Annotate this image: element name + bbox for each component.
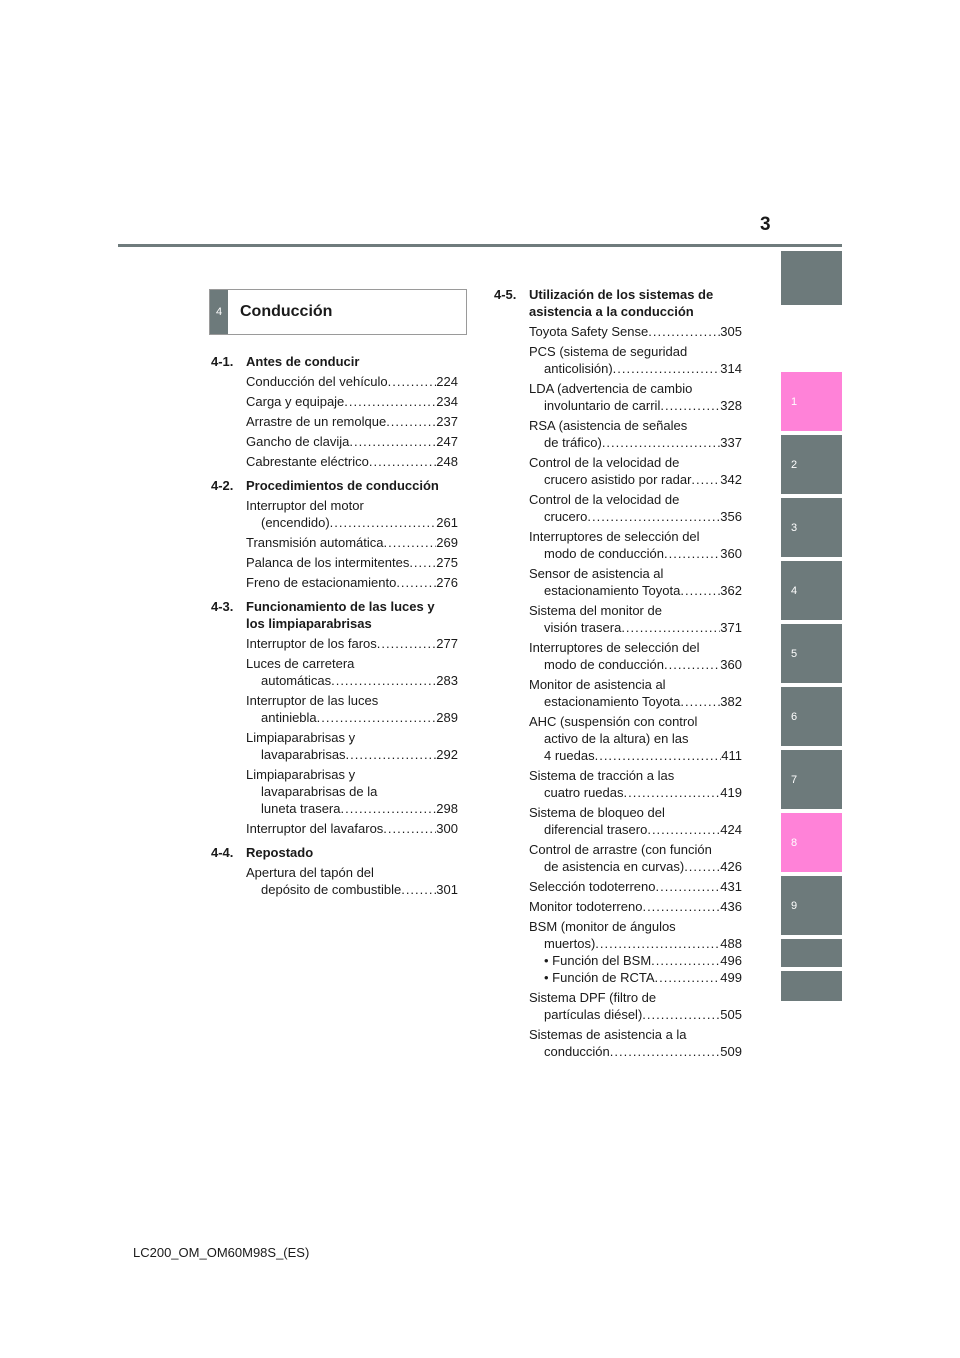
chapter-tab[interactable]: 7: [781, 750, 842, 809]
toc-subentry-page: 496: [720, 953, 742, 968]
toc-entry-line: [529, 656, 742, 673]
toc-entry-page: 300: [436, 821, 458, 836]
toc-entry[interactable]: [246, 373, 458, 390]
dot-leader: [602, 434, 720, 451]
toc-entry[interactable]: [529, 713, 742, 764]
dot-leader: [621, 619, 720, 636]
toc-group-title: [246, 477, 458, 494]
toc-group-title: [246, 353, 458, 370]
toc-entry-text: Sistema del monitor de: [529, 603, 662, 618]
dot-leader: [386, 413, 436, 430]
dot-leader: [691, 471, 720, 488]
toc-entry-text: 4 ruedas: [544, 748, 595, 763]
toc-entry-page: 505: [720, 1007, 742, 1022]
toc-entry-line: [246, 820, 458, 837]
toc-entry-page: 360: [720, 546, 742, 561]
toc-group-code: 4-5.: [494, 287, 517, 302]
toc-subentry[interactable]: [529, 969, 742, 986]
toc-entry-line: [529, 397, 742, 414]
chapter-tab[interactable]: 2: [781, 435, 842, 494]
toc-entry-line: [246, 766, 458, 783]
toc-group-title-line: los limpiaparabrisas: [246, 616, 372, 631]
toc-entry-page: 237: [436, 414, 458, 429]
toc-group-heading[interactable]: [211, 477, 458, 494]
toc-group-title-line: Antes de conducir: [246, 354, 360, 369]
toc-entry-line: [529, 821, 742, 838]
toc-entry-page: 276: [436, 575, 458, 590]
section-title: Conducción: [240, 303, 333, 320]
toc-entry-text: Freno de estacionamiento: [246, 575, 397, 590]
dot-leader: [346, 746, 437, 763]
toc-entry-text: conducción: [544, 1044, 610, 1059]
toc-entry-page: 305: [720, 324, 742, 339]
toc-entry-page: 224: [436, 374, 458, 389]
toc-entry-text: Sistemas de asistencia a la: [529, 1027, 687, 1042]
toc-entry-line: [529, 935, 742, 952]
toc-subentry-text: • Función de RCTA: [544, 970, 655, 985]
dot-leader: [383, 820, 436, 837]
toc-entry[interactable]: [529, 565, 742, 599]
toc-entry[interactable]: [529, 323, 742, 340]
toc-entry-line: [529, 1026, 742, 1043]
toc-entry[interactable]: [246, 820, 458, 837]
toc-entry[interactable]: [529, 343, 742, 377]
dot-leader: [409, 554, 436, 571]
toc-entry-text: activo de la altura) en las: [544, 731, 689, 746]
section-header: [209, 289, 467, 335]
toc-entry-text: BSM (monitor de ángulos: [529, 919, 676, 934]
dot-leader: [680, 693, 720, 710]
toc-entry[interactable]: [529, 989, 742, 1023]
toc-entry-text: cuatro ruedas: [544, 785, 624, 800]
toc-entry-text: muertos): [544, 936, 596, 951]
toc-entry-line: [529, 454, 742, 471]
dot-leader: [369, 453, 436, 470]
toc-entry-line: [246, 783, 458, 800]
chapter-tab[interactable]: 3: [781, 498, 842, 557]
toc-entry[interactable]: [529, 602, 742, 636]
toc-entry-text: estacionamiento Toyota: [544, 583, 681, 598]
document-code: LC200_OM_OM60M98S_(ES): [133, 1245, 310, 1260]
toc-entry-page: 328: [720, 398, 742, 413]
toc-entry-text: Conducción del vehículo: [246, 374, 388, 389]
toc-group-title-line: Utilización de los sistemas de: [529, 287, 714, 302]
toc-entry[interactable]: [529, 380, 742, 414]
toc-entry-line: [529, 1043, 742, 1060]
toc-entry[interactable]: [529, 417, 742, 451]
dot-leader: [595, 935, 720, 952]
toc-entry-line: [246, 800, 458, 817]
chapter-tab[interactable]: [781, 939, 842, 967]
toc-entry[interactable]: [246, 692, 458, 726]
toc-entry-text: Arrastre de un remolque: [246, 414, 387, 429]
toc-entry-line: [529, 676, 742, 693]
toc-entry-line: [529, 841, 742, 858]
toc-group: [211, 844, 458, 898]
toc-entry-line: [529, 989, 742, 1006]
toc-entry-line: [246, 709, 458, 726]
dot-leader: [680, 582, 720, 599]
toc-entry[interactable]: [246, 574, 458, 591]
toc-entry-text: de asistencia en curvas): [544, 859, 685, 874]
chapter-tab[interactable]: 1: [781, 372, 842, 431]
toc-entry-text: anticolisión): [544, 361, 613, 376]
toc-entry-text: Transmisión automática: [246, 535, 384, 550]
dot-leader: [587, 508, 720, 525]
toc-entry[interactable]: [529, 898, 742, 915]
toc-entry-line: [246, 413, 458, 430]
toc-entry-line: [246, 655, 458, 672]
toc-entry-text: AHC (suspensión con control: [529, 714, 698, 729]
toc-group-title-line: Procedimientos de conducción: [246, 478, 439, 493]
dot-leader: [642, 1006, 720, 1023]
toc-entry-text: diferencial trasero: [544, 822, 648, 837]
dot-leader: [655, 878, 720, 895]
toc-entry-line: [529, 619, 742, 636]
toc-entry[interactable]: [529, 841, 742, 875]
dot-leader: [651, 952, 720, 969]
toc-group: [494, 286, 742, 1060]
toc-group-title-line: Repostado: [246, 845, 314, 860]
toc-entry-text: crucero asistido por radar: [544, 472, 692, 487]
dot-leader: [664, 545, 720, 562]
dot-leader: [331, 672, 436, 689]
toc-entry-text: Carga y equipaje: [246, 394, 345, 409]
toc-entry-text: Interruptores de selección del: [529, 529, 700, 544]
toc-entry-line: [529, 602, 742, 619]
toc-group: [211, 477, 458, 591]
toc-entry-line: [529, 323, 742, 340]
toc-group-heading[interactable]: [211, 598, 458, 632]
dot-leader: [648, 323, 720, 340]
toc-entry[interactable]: [246, 655, 458, 689]
toc-entry-line: [529, 545, 742, 562]
dot-leader: [655, 969, 721, 986]
toc-group-heading[interactable]: [211, 844, 458, 861]
toc-entry[interactable]: [246, 497, 458, 531]
dot-leader: [624, 784, 721, 801]
dot-leader: [388, 373, 437, 390]
toc-entry-text: Monitor de asistencia al: [529, 677, 666, 692]
toc-group-title: [246, 598, 458, 632]
toc-entry-line: [246, 453, 458, 470]
toc-entry-page: 360: [720, 657, 742, 672]
toc-entry-page: 277: [436, 636, 458, 651]
toc-entry-line: [529, 343, 742, 360]
toc-entry-line: [246, 574, 458, 591]
toc-entry-page: 371: [720, 620, 742, 635]
toc-entry-line: [529, 582, 742, 599]
toc-entry-page: 362: [720, 583, 742, 598]
toc-entry-line: [529, 747, 742, 764]
toc-entry-line: [246, 433, 458, 450]
toc-entry-line: [529, 730, 742, 747]
toc-entry-text: Cabrestante eléctrico: [246, 454, 369, 469]
toc-entry-text: modo de conducción: [544, 657, 664, 672]
toc-group-title: [246, 844, 458, 861]
toc-entry-line: [529, 767, 742, 784]
chapter-tab[interactable]: [781, 971, 842, 1001]
toc-entry[interactable]: [246, 413, 458, 430]
toc-entry-page: 488: [720, 936, 742, 951]
toc-entry-text: LDA (advertencia de cambio: [529, 381, 693, 396]
dot-leader: [642, 898, 720, 915]
toc-group: [211, 598, 458, 837]
toc-entry-line: [529, 1006, 742, 1023]
dot-leader: [613, 360, 721, 377]
toc-group-code: 4-4.: [211, 845, 234, 860]
toc-entry-text: Interruptor del motor: [246, 498, 364, 513]
dot-leader: [647, 821, 720, 838]
toc-entry-page: 269: [436, 535, 458, 550]
toc-group-heading[interactable]: [211, 353, 458, 370]
toc-entry-text: partículas diésel): [544, 1007, 643, 1022]
toc-entry[interactable]: [529, 918, 742, 986]
toc-entry-text: antiniebla: [261, 710, 317, 725]
toc-entry-line: [246, 393, 458, 410]
toc-entry-text: Interruptor de los faros: [246, 636, 377, 651]
dot-leader: [684, 858, 720, 875]
toc-entry-page: 298: [436, 801, 458, 816]
toc-group-code: 4-2.: [211, 478, 234, 493]
toc-entry-page: 419: [720, 785, 742, 800]
toc-entry-line: [529, 471, 742, 488]
toc-entry-page: 509: [720, 1044, 742, 1059]
toc-entry-page: 283: [436, 673, 458, 688]
toc-entry-line: [529, 491, 742, 508]
toc-entry-line: [246, 514, 458, 531]
dot-leader: [349, 433, 436, 450]
toc-entry-text: modo de conducción: [544, 546, 664, 561]
toc-entry-line: [246, 672, 458, 689]
toc-entry[interactable]: [529, 528, 742, 562]
toc-group-title-line: asistencia a la conducción: [529, 304, 694, 319]
toc-entry-text: Gancho de clavija: [246, 434, 350, 449]
toc-subentry-page: 499: [720, 970, 742, 985]
dot-leader: [384, 534, 437, 551]
toc-group-title: [529, 286, 742, 320]
toc-entry-text: crucero: [544, 509, 588, 524]
chapter-tab[interactable]: 4: [781, 561, 842, 620]
toc-entry-text: Limpiaparabrisas y: [246, 730, 356, 745]
toc-entry-text: (encendido): [261, 515, 330, 530]
dot-leader: [664, 656, 720, 673]
toc-entry-page: 289: [436, 710, 458, 725]
toc-entry[interactable]: [529, 1026, 742, 1060]
toc-entry-line: [529, 858, 742, 875]
toc-entry-text: Selección todoterreno: [529, 879, 656, 894]
toc-entry-page: 301: [436, 882, 458, 897]
dot-leader: [341, 800, 437, 817]
toc-entry-page: 424: [720, 822, 742, 837]
toc-entry[interactable]: [246, 635, 458, 652]
toc-group: [211, 353, 458, 470]
toc-entry-line: [529, 878, 742, 895]
toc-entry-text: estacionamiento Toyota: [544, 694, 681, 709]
toc-entry-text: Interruptor de las luces: [246, 693, 379, 708]
page-number: 3: [760, 214, 771, 235]
toc-group-title-line: Funcionamiento de las luces y: [246, 599, 435, 614]
toc-entry-page: 431: [720, 879, 742, 894]
toc-subentry[interactable]: [529, 952, 742, 969]
toc-entry-line: [529, 417, 742, 434]
toc-entry-page: 234: [436, 394, 458, 409]
toc-entry-page: 356: [720, 509, 742, 524]
toc-entry-page: 248: [436, 454, 458, 469]
toc-entry-line: [529, 434, 742, 451]
toc-entry-text: Monitor todoterreno: [529, 899, 643, 914]
toc-entry-text: Limpiaparabrisas y: [246, 767, 356, 782]
toc-entry-line: [529, 565, 742, 582]
toc-entry-text: de tráfico): [544, 435, 602, 450]
toc-entry-text: Sistema de tracción a las: [529, 768, 675, 783]
toc-entry-line: [529, 804, 742, 821]
toc-entry-text: Control de arrastre (con función: [529, 842, 712, 857]
toc-group-heading[interactable]: [494, 286, 742, 320]
toc-group-code: 4-1.: [211, 354, 234, 369]
header-rule: [118, 244, 842, 247]
toc-entry[interactable]: [529, 767, 742, 801]
toc-entry-line: [529, 528, 742, 545]
chapter-tab[interactable]: 6: [781, 687, 842, 746]
toc-entry-page: 426: [720, 859, 742, 874]
toc-entry-line: [529, 918, 742, 935]
toc-entry[interactable]: [246, 534, 458, 551]
toc-entry-page: 382: [720, 694, 742, 709]
toc-entry[interactable]: [246, 729, 458, 763]
toc-entry-line: [246, 554, 458, 571]
toc-entry[interactable]: [529, 804, 742, 838]
chapter-tab[interactable]: [781, 251, 842, 305]
toc-entry-text: Apertura del tapón del: [246, 865, 374, 880]
toc-entry-text: Control de la velocidad de: [529, 455, 680, 470]
toc-entry[interactable]: [246, 554, 458, 571]
toc-group-code: 4-3.: [211, 599, 234, 614]
dot-leader: [396, 574, 436, 591]
toc-entry-line: [246, 497, 458, 514]
toc-entry-text: automáticas: [261, 673, 332, 688]
toc-entry-text: depósito de combustible: [261, 882, 402, 897]
toc-entry-text: PCS (sistema de seguridad: [529, 344, 688, 359]
toc-entry-text: Sistema de bloqueo del: [529, 805, 665, 820]
toc-entry[interactable]: [529, 878, 742, 895]
toc-entry[interactable]: [246, 864, 458, 898]
toc-entry[interactable]: [246, 433, 458, 450]
chapter-tab[interactable]: 5: [781, 624, 842, 683]
toc-entry-text: Luces de carretera: [246, 656, 355, 671]
toc-entry-line: [246, 729, 458, 746]
toc-entry-line: [529, 360, 742, 377]
toc-entry-line: [529, 380, 742, 397]
toc-subentry-text: • Función del BSM: [544, 953, 652, 968]
toc-entry[interactable]: [529, 639, 742, 673]
toc-entry-line: [529, 713, 742, 730]
toc-entry-text: lavaparabrisas de la: [261, 784, 378, 799]
toc-entry[interactable]: [529, 491, 742, 525]
toc-entry-page: 261: [436, 515, 458, 530]
chapter-tab[interactable]: 9: [781, 876, 842, 935]
dot-leader: [595, 747, 722, 764]
dot-leader: [377, 635, 437, 652]
toc-entry-line: [246, 373, 458, 390]
toc-entry-text: visión trasera: [544, 620, 622, 635]
toc-entry-page: 314: [720, 361, 742, 376]
toc-entry-line: [246, 635, 458, 652]
toc-entry-text: lavaparabrisas: [261, 747, 346, 762]
toc-entry-page: 275: [436, 555, 458, 570]
toc-entry-page: 436: [720, 899, 742, 914]
toc-entry-page: 411: [721, 748, 742, 763]
toc-entry[interactable]: [246, 393, 458, 410]
dot-leader: [344, 393, 436, 410]
toc-entry-text: luneta trasera: [261, 801, 341, 816]
toc-entry-text: Interruptores de selección del: [529, 640, 700, 655]
toc-entry-text: Toyota Safety Sense: [529, 324, 649, 339]
toc-entry-line: [246, 864, 458, 881]
toc-entry-line: [529, 693, 742, 710]
toc-left-column: [211, 353, 458, 905]
toc-entry-text: Palanca de los intermitentes: [246, 555, 410, 570]
toc-entry-line: [246, 746, 458, 763]
toc-entry-line: [529, 784, 742, 801]
toc-entry[interactable]: [529, 676, 742, 710]
toc-entry-line: [246, 534, 458, 551]
toc-entry[interactable]: [529, 454, 742, 488]
toc-entry-page: 247: [436, 434, 458, 449]
dot-leader: [660, 397, 720, 414]
toc-entry-line: [529, 639, 742, 656]
toc-entry-text: RSA (asistencia de señales: [529, 418, 688, 433]
toc-entry-text: Control de la velocidad de: [529, 492, 680, 507]
toc-entry-text: Sensor de asistencia al: [529, 566, 664, 581]
chapter-tab[interactable]: 8: [781, 813, 842, 872]
dot-leader: [330, 514, 437, 531]
toc-entry-line: [529, 508, 742, 525]
dot-leader: [401, 881, 436, 898]
toc-entry-text: involuntario de carril: [544, 398, 661, 413]
section-number: 4: [210, 290, 228, 334]
toc-entry-page: 342: [720, 472, 742, 487]
toc-entry-page: 337: [720, 435, 742, 450]
toc-entry[interactable]: [246, 766, 458, 817]
toc-entry-text: Sistema DPF (filtro de: [529, 990, 657, 1005]
toc-entry-line: [246, 692, 458, 709]
toc-right-column: [494, 286, 742, 1067]
dot-leader: [317, 709, 437, 726]
toc-entry-line: [246, 881, 458, 898]
toc-entry-line: [529, 898, 742, 915]
dot-leader: [610, 1043, 721, 1060]
toc-entry-page: 292: [436, 747, 458, 762]
toc-entry-text: Interruptor del lavafaros: [246, 821, 384, 836]
toc-entry[interactable]: [246, 453, 458, 470]
